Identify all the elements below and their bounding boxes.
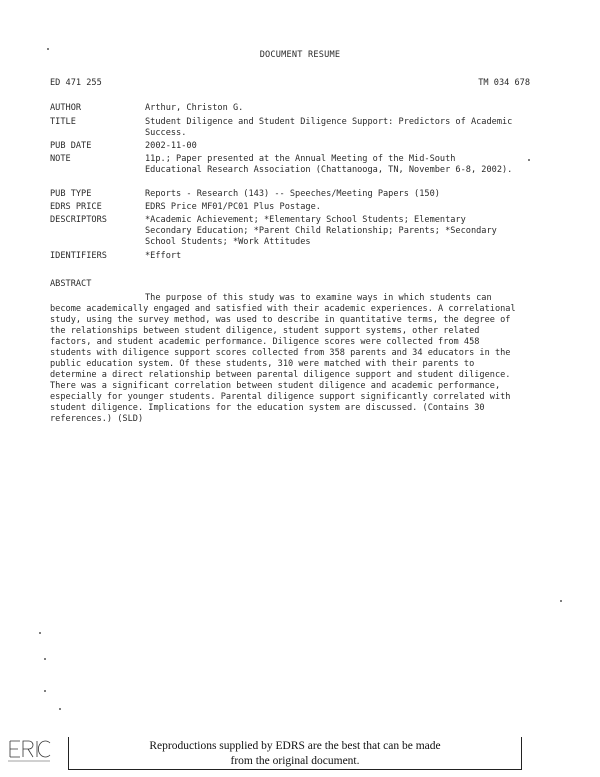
- document-title: DOCUMENT RESUME: [259, 50, 341, 60]
- scan-speck: [59, 708, 61, 710]
- ed-number: ED 471 255: [50, 78, 102, 88]
- field-value-pub-type: Reports - Research (143) -- Speeches/Meeting Papers (150): [145, 189, 440, 199]
- field-value-descriptors: *Academic Achievement; *Elementary School Students; Elementary Secondary Education; *Parent Child Relationship; Parents; *Secondary School Students; *Work Attitudes: [145, 215, 497, 247]
- field-label-note: NOTE: [50, 154, 71, 164]
- field-label-identifiers: IDENTIFIERS: [50, 251, 107, 261]
- field-label-edrs-price: EDRS PRICE: [50, 202, 102, 212]
- footer-notice: [140, 739, 450, 769]
- field-value-author: Arthur, Christon G.: [145, 103, 244, 113]
- field-label-author: AUTHOR: [50, 103, 82, 113]
- abstract-label: ABSTRACT: [50, 279, 92, 289]
- field-value-pub-date: 2002-11-00: [145, 141, 197, 151]
- field-label-title: TITLE: [50, 117, 76, 127]
- field-label-descriptors: DESCRIPTORS: [50, 215, 107, 225]
- scan-speck: [44, 690, 46, 692]
- scan-speck: [39, 632, 41, 634]
- field-value-identifiers: *Effort: [145, 251, 182, 261]
- field-label-pub-type: PUB TYPE: [50, 189, 92, 199]
- field-value-title: Student Diligence and Student Diligence Support: Predictors of Academic Success.: [145, 117, 513, 138]
- scan-speck: [47, 48, 49, 50]
- scan-speck: [44, 658, 46, 660]
- footer-line-2: from the original document.: [230, 755, 360, 767]
- footer-line-1: Reproductions supplied by EDRS are the best that can be made: [149, 740, 441, 752]
- tm-number: TM 034 678: [478, 78, 530, 88]
- field-value-note: 11p.; Paper presented at the Annual Meeting of the Mid-South Educational Research Association (Chattanooga, TN, November 6-8, 2002).: [145, 154, 513, 175]
- field-label-pub-date: PUB DATE: [50, 141, 92, 151]
- scan-speck: [528, 159, 530, 161]
- abstract-text: The purpose of this study was to examine ways in which students can become academically engaged and satisfied with their academic experiences. A correlational study, using the survey method, was used to describe in quantitative terms, the degree of the relationships between student diligence, student support systems, other related factors, and student academic performance. Diligence scores were collected from 458 students with diligence support scores collected from 358 parents and 34 educators in the public education system. Of these students, 310 were matched with their parents to determine a direct relationship between parental diligence support and student diligence. There was a significant correlation between student diligence and academic performance, especially for younger students. Parental diligence support significantly correlated with student diligence. Implications for the education system are discussed. (Contains 30 references.) (SLD): [50, 293, 516, 424]
- field-value-edrs-price: EDRS Price MF01/PC01 Plus Postage.: [145, 202, 321, 212]
- eric-logo: [6, 737, 52, 765]
- scan-speck: [560, 600, 562, 602]
